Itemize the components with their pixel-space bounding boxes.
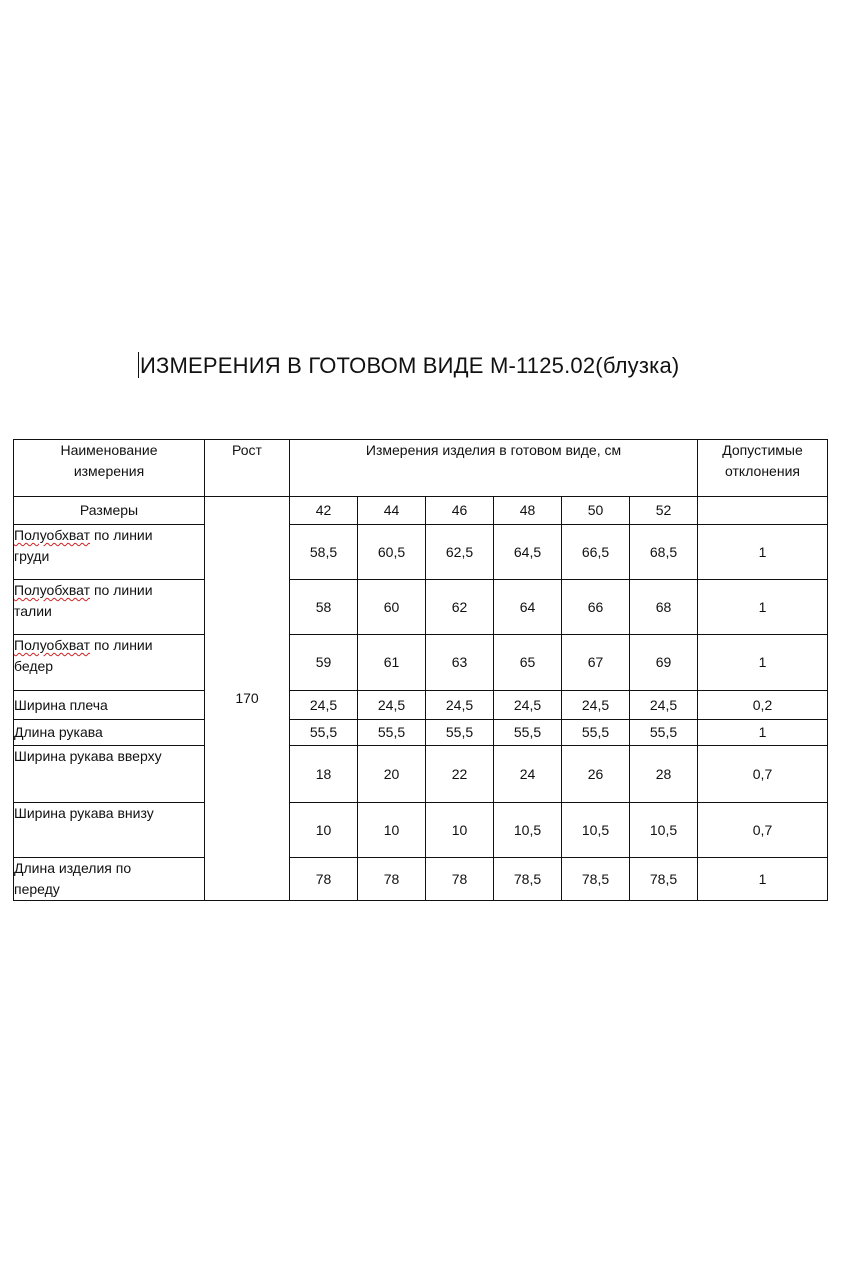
row-label-rest: по линии [90, 527, 153, 543]
value-cell: 10,5 [630, 803, 698, 858]
value-cell: 61 [358, 635, 426, 691]
value-cell: 24,5 [562, 691, 630, 720]
table-row [14, 525, 828, 580]
header-name-cell [14, 440, 205, 497]
value-cell: 59 [290, 635, 358, 691]
size-cell: 52 [630, 497, 698, 525]
measurements-table [13, 439, 828, 901]
table-row [14, 746, 828, 803]
row-label: Длина рукава [14, 720, 205, 746]
tolerance-cell: 1 [698, 635, 828, 691]
value-cell: 24,5 [494, 691, 562, 720]
row-label-word: Полуобхват [14, 582, 91, 598]
document-title [138, 352, 679, 379]
value-cell: 10,5 [562, 803, 630, 858]
value-cell: 55,5 [290, 720, 358, 746]
tolerance-cell: 0,2 [698, 691, 828, 720]
table-row [14, 691, 828, 720]
value-cell: 55,5 [426, 720, 494, 746]
value-cell: 55,5 [358, 720, 426, 746]
value-cell: 20 [358, 746, 426, 803]
row-label-line2: груди [14, 548, 50, 564]
value-cell: 78,5 [494, 858, 562, 901]
header-row [14, 440, 828, 497]
value-cell: 64 [494, 580, 562, 635]
table-row [14, 720, 828, 746]
value-cell: 60 [358, 580, 426, 635]
size-cell: 50 [562, 497, 630, 525]
tolerance-cell: 0,7 [698, 746, 828, 803]
size-cell: 46 [426, 497, 494, 525]
value-cell: 18 [290, 746, 358, 803]
row-label [14, 525, 205, 580]
size-cell: 42 [290, 497, 358, 525]
header-tolerance-line1: Допустимые [722, 442, 803, 458]
sizes-label-cell: Размеры [14, 497, 205, 525]
value-cell: 60,5 [358, 525, 426, 580]
value-cell: 10 [290, 803, 358, 858]
value-cell: 68 [630, 580, 698, 635]
table-row [14, 858, 828, 901]
tolerance-cell: 1 [698, 858, 828, 901]
value-cell: 10,5 [494, 803, 562, 858]
value-cell: 78 [290, 858, 358, 901]
row-label [14, 635, 205, 691]
header-measurements-cell: Измерения изделия в готовом виде, см [290, 440, 698, 497]
value-cell: 10 [426, 803, 494, 858]
value-cell: 67 [562, 635, 630, 691]
tolerance-cell: 1 [698, 580, 828, 635]
tolerance-cell: 0,7 [698, 803, 828, 858]
row-label-word: Полуобхват [14, 637, 91, 653]
value-cell: 78 [426, 858, 494, 901]
row-label: Ширина плеча [14, 691, 205, 720]
document-title-text: ИЗМЕРЕНИЯ В ГОТОВОМ ВИДЕ М-1125.02(блузка) [140, 353, 680, 378]
header-name-line1: Наименование [60, 442, 158, 458]
tolerance-empty-cell [698, 497, 828, 525]
header-tolerance-cell [698, 440, 828, 497]
value-cell: 55,5 [494, 720, 562, 746]
value-cell: 55,5 [630, 720, 698, 746]
value-cell: 55,5 [562, 720, 630, 746]
row-label-line2: талии [14, 603, 52, 619]
value-cell: 68,5 [630, 525, 698, 580]
row-label-rest: по линии [90, 637, 153, 653]
header-height-cell: Рост [205, 440, 290, 497]
value-cell: 24,5 [426, 691, 494, 720]
value-cell: 62,5 [426, 525, 494, 580]
header-tolerance-line2: отклонения [725, 463, 800, 479]
row-label: Ширина рукава вверху [14, 746, 205, 803]
value-cell: 65 [494, 635, 562, 691]
value-cell: 63 [426, 635, 494, 691]
row-label-line2: бедер [14, 658, 54, 674]
value-cell: 66,5 [562, 525, 630, 580]
value-cell: 26 [562, 746, 630, 803]
tolerance-cell: 1 [698, 525, 828, 580]
row-label-word: Длина изделия по [14, 860, 132, 876]
value-cell: 24,5 [290, 691, 358, 720]
row-label-rest: по линии [90, 582, 153, 598]
value-cell: 58 [290, 580, 358, 635]
height-value-cell: 170 [205, 497, 290, 901]
sizes-row [14, 497, 828, 525]
table-row [14, 580, 828, 635]
value-cell: 62 [426, 580, 494, 635]
value-cell: 78 [358, 858, 426, 901]
table-row [14, 635, 828, 691]
value-cell: 58,5 [290, 525, 358, 580]
value-cell: 24,5 [630, 691, 698, 720]
row-label: Ширина рукава внизу [14, 803, 205, 858]
value-cell: 10 [358, 803, 426, 858]
size-cell: 44 [358, 497, 426, 525]
value-cell: 22 [426, 746, 494, 803]
row-label [14, 580, 205, 635]
header-name-line2: измерения [73, 463, 145, 479]
value-cell: 64,5 [494, 525, 562, 580]
row-label-word: Полуобхват [14, 527, 91, 543]
value-cell: 28 [630, 746, 698, 803]
table-row [14, 803, 828, 858]
row-label [14, 858, 205, 901]
size-cell: 48 [494, 497, 562, 525]
value-cell: 66 [562, 580, 630, 635]
tolerance-cell: 1 [698, 720, 828, 746]
value-cell: 24,5 [358, 691, 426, 720]
value-cell: 24 [494, 746, 562, 803]
text-cursor [138, 352, 139, 378]
row-label-line2: переду [14, 881, 60, 897]
value-cell: 78,5 [562, 858, 630, 901]
value-cell: 78,5 [630, 858, 698, 901]
value-cell: 69 [630, 635, 698, 691]
